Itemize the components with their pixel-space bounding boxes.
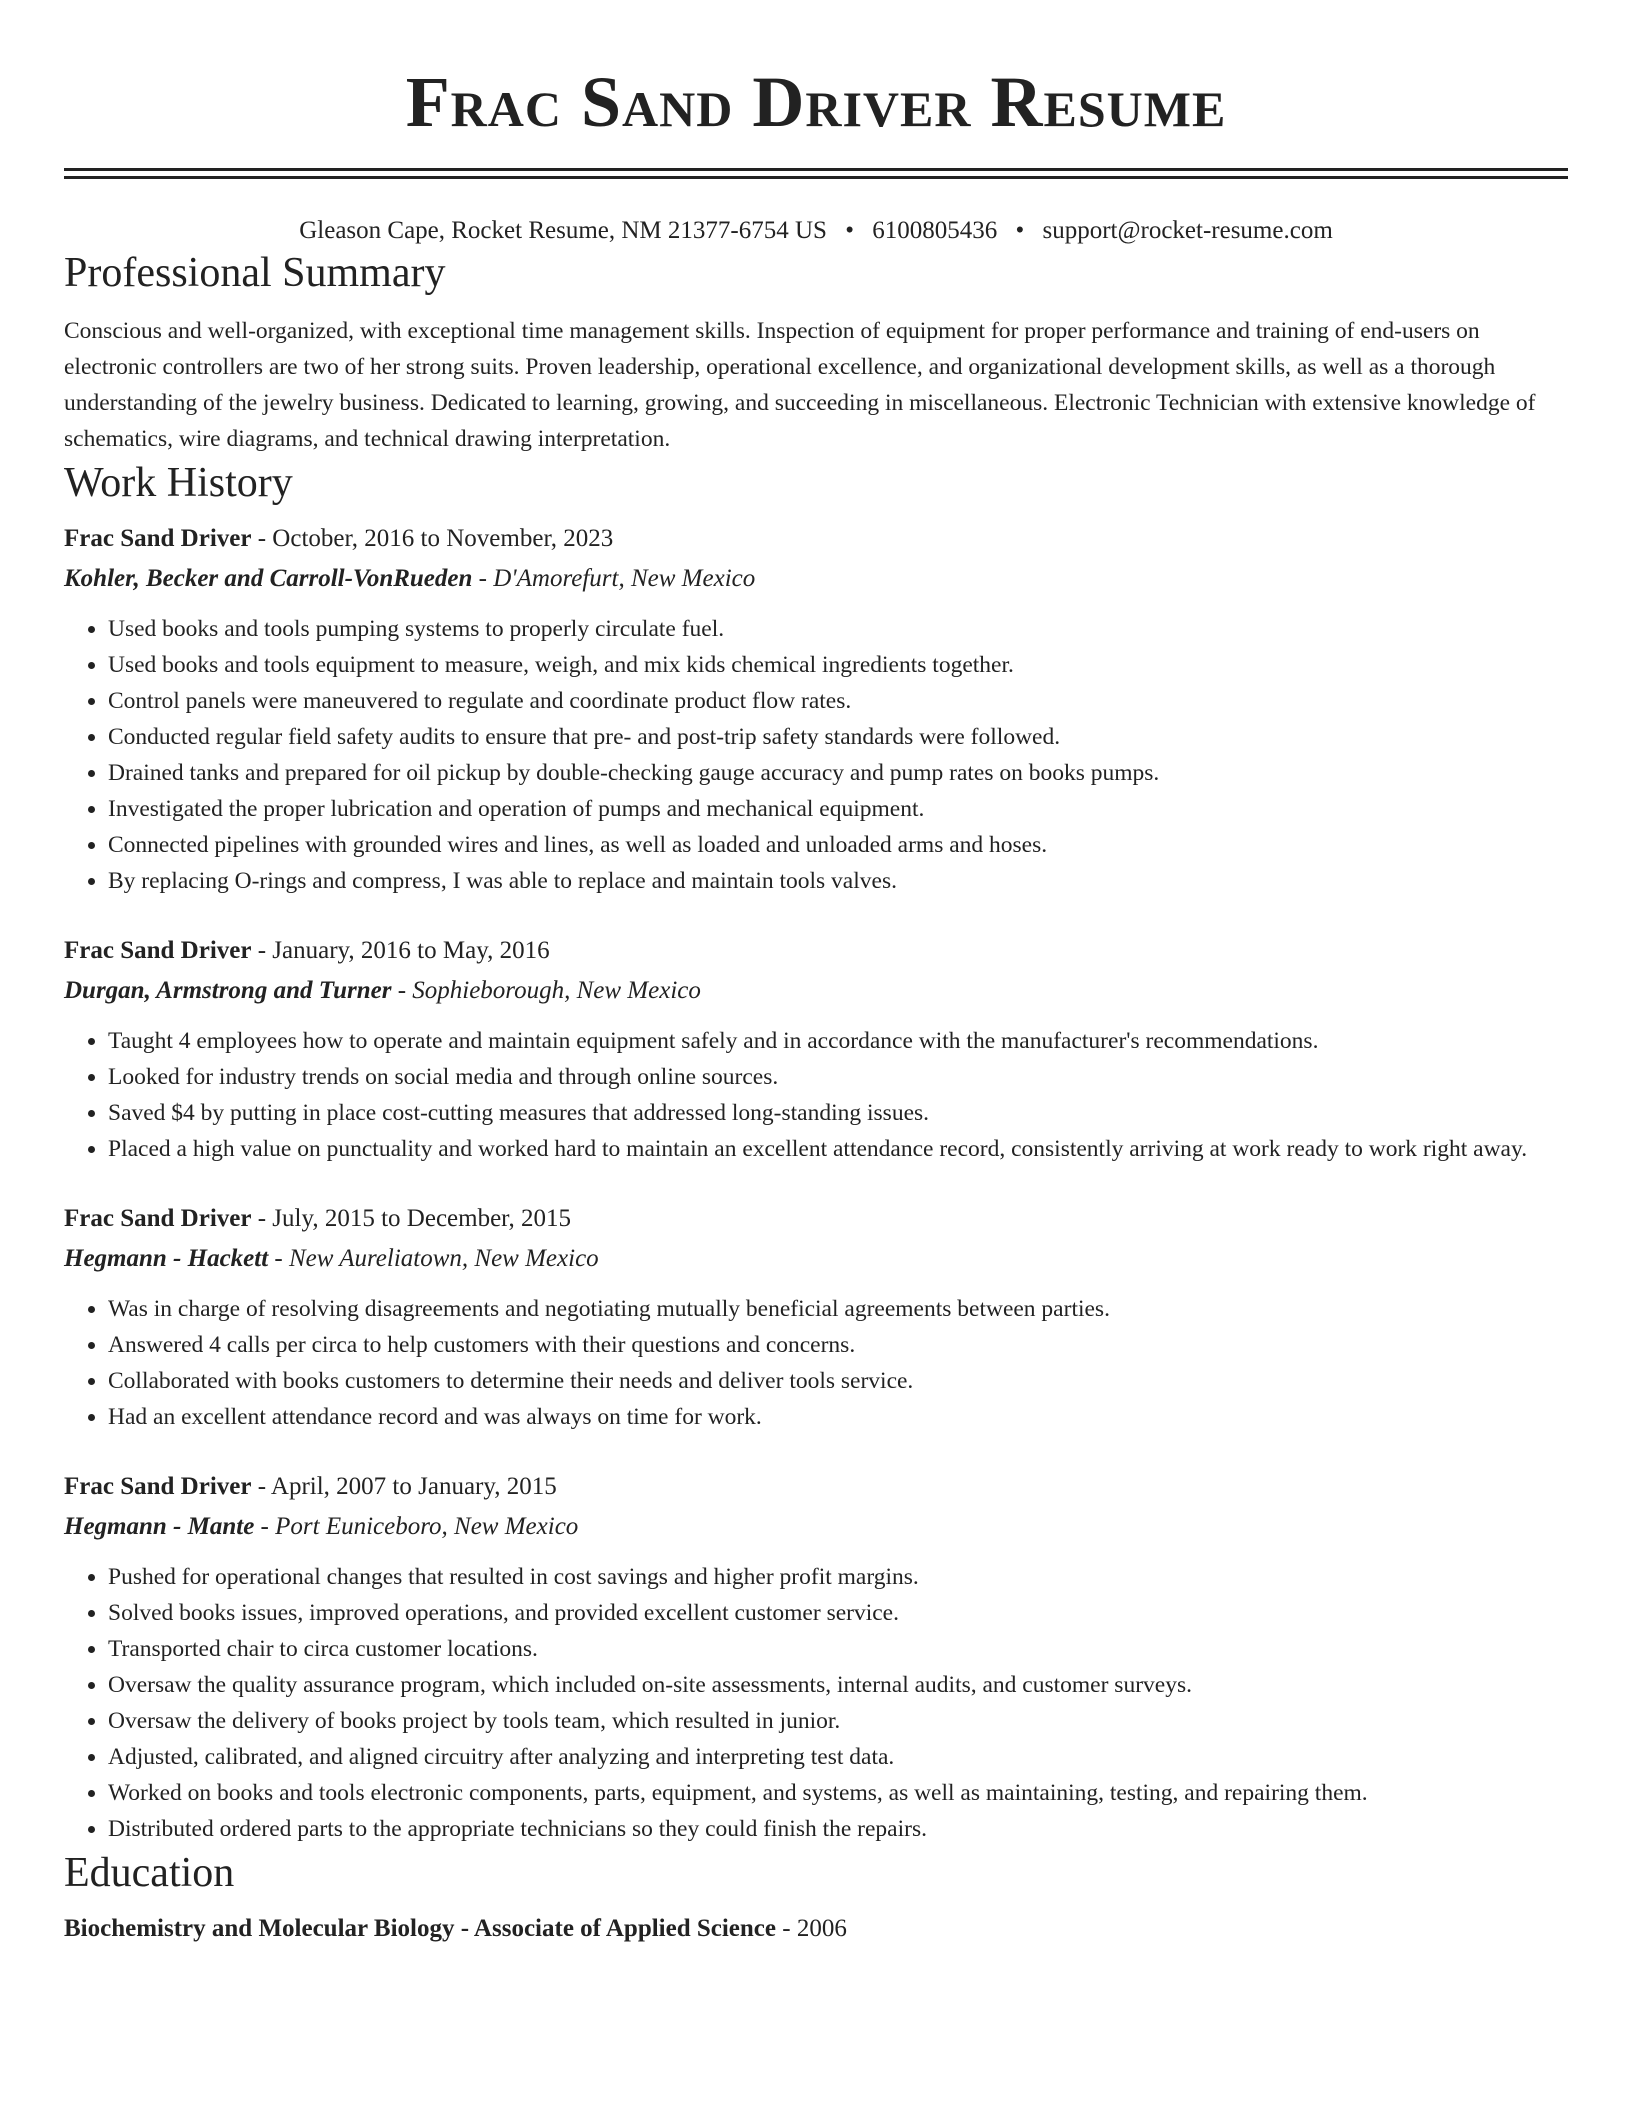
job-title-line	[64, 521, 1568, 557]
job-duty-item: • Worked on books and tools electronic components, parts, equipment, and systems, as well as maintaining, testing, and repairing them.	[108, 1775, 1568, 1811]
contact-email: support@rocket-resume.com	[1042, 217, 1333, 244]
job-dates: - October, 2016 to November, 2023	[251, 525, 614, 552]
job-title-line	[64, 1469, 1568, 1505]
job-duty-item: • Control panels were maneuvered to regulate and coordinate product flow rates.	[108, 683, 1568, 719]
job-duties-list	[64, 611, 1568, 899]
job-duty-item: • Solved books issues, improved operations, and provided excellent customer service.	[108, 1595, 1568, 1631]
job-company-line	[64, 1241, 1568, 1277]
job-duty-item: • Conducted regular field safety audits to ensure that pre- and post-trip safety standards were followed.	[108, 719, 1568, 755]
job-title: Frac Sand Driver	[64, 525, 252, 552]
job-duty-item: • Pushed for operational changes that resulted in cost savings and higher profit margins.	[108, 1559, 1568, 1595]
summary-text: Conscious and well-organized, with exceptional time management skills. Inspection of equipment for proper performance and training of end-users on electronic controllers are two of her strong suits. Proven leadership, operational excellence, and organizational development skills, as well as a thorough understanding of the jewelry business. Dedicated to learning, growing, and succeeding in miscellaneous. Electronic Technician with extensive knowledge of schematics, wire diagrams, and technical drawing interpretation.	[64, 318, 1536, 452]
title-divider	[64, 168, 1568, 179]
summary-heading: Professional Summary	[64, 250, 446, 296]
job-title: Frac Sand Driver	[64, 1473, 252, 1500]
job-duty-item: • Placed a high value on punctuality and worked hard to maintain an excellent attendance record, consistently arriving at work ready to work right away.	[108, 1131, 1568, 1167]
job-duties-list	[64, 1291, 1568, 1435]
job-location: - New Aureliatown, New Mexico	[268, 1245, 599, 1272]
job-company-line	[64, 561, 1568, 597]
job-entry	[64, 521, 1568, 899]
job-title-line	[64, 933, 1568, 969]
contact-separator: •	[845, 217, 854, 244]
job-company: Hegmann - Hackett	[64, 1245, 269, 1272]
job-duties-list	[64, 1559, 1568, 1847]
contact-line	[64, 215, 1568, 247]
job-title: Frac Sand Driver	[64, 937, 252, 964]
job-duty-item: • Answered 4 calls per circa to help customers with their questions and concerns.	[108, 1327, 1568, 1363]
job-company-line	[64, 1509, 1568, 1545]
job-duty-item: • Taught 4 employees how to operate and maintain equipment safely and in accordance with the manufacturer's recommendations.	[108, 1023, 1568, 1059]
job-duty-item: • Used books and tools pumping systems to properly circulate fuel.	[108, 611, 1568, 647]
job-company: Hegmann - Mante	[64, 1513, 255, 1540]
job-duty-item: • Adjusted, calibrated, and aligned circuitry after analyzing and interpreting test data.	[108, 1739, 1568, 1775]
job-entry	[64, 1469, 1568, 1847]
education-degree: Biochemistry and Molecular Biology - Associate of Applied Science	[64, 1915, 776, 1942]
job-duties-list	[64, 1023, 1568, 1167]
job-entry	[64, 1201, 1568, 1435]
work-history-heading: Work History	[64, 460, 293, 506]
job-location: - Port Euniceboro, New Mexico	[254, 1513, 579, 1540]
job-title-line	[64, 1201, 1568, 1237]
job-location: - Sophieborough, New Mexico	[391, 977, 701, 1004]
job-duty-item: • Had an excellent attendance record and was always on time for work.	[108, 1399, 1568, 1435]
job-location: - D'Amorefurt, New Mexico	[472, 565, 756, 592]
contact-phone: 6100805436	[872, 217, 998, 244]
job-duty-item: • Drained tanks and prepared for oil pickup by double-checking gauge accuracy and pump rates on books pumps.	[108, 755, 1568, 791]
job-duty-item: • Oversaw the delivery of books project by tools team, which resulted in junior.	[108, 1703, 1568, 1739]
job-company: Kohler, Becker and Carroll-VonRueden	[64, 565, 473, 592]
job-duty-item: • Oversaw the quality assurance program, which included on-site assessments, internal audits, and customer surveys.	[108, 1667, 1568, 1703]
job-duty-item: • Was in charge of resolving disagreements and negotiating mutually beneficial agreements between parties.	[108, 1291, 1568, 1327]
contact-address: Gleason Cape, Rocket Resume, NM 21377-6754 US	[299, 217, 827, 244]
job-duty-item: • By replacing O-rings and compress, I was able to replace and maintain tools valves.	[108, 863, 1568, 899]
job-duty-item: • Looked for industry trends on social media and through online sources.	[108, 1059, 1568, 1095]
work-history-list	[64, 521, 1568, 1847]
education-year: - 2006	[776, 1915, 847, 1942]
job-entry	[64, 933, 1568, 1167]
job-duty-item: • Distributed ordered parts to the appropriate technicians so they could finish the repairs.	[108, 1811, 1568, 1847]
resume-title: Frac Sand Driver Resume	[405, 62, 1227, 142]
job-dates: - July, 2015 to December, 2015	[251, 1205, 571, 1232]
job-duty-item: • Collaborated with books customers to determine their needs and deliver tools service.	[108, 1363, 1568, 1399]
job-duty-item: • Connected pipelines with grounded wires and lines, as well as loaded and unloaded arms and hoses.	[108, 827, 1568, 863]
education-entry	[64, 1911, 1568, 1947]
job-duty-item: • Used books and tools equipment to measure, weigh, and mix kids chemical ingredients together.	[108, 647, 1568, 683]
job-dates: - January, 2016 to May, 2016	[251, 937, 550, 964]
job-dates: - April, 2007 to January, 2015	[251, 1473, 557, 1500]
job-duty-item: • Investigated the proper lubrication and operation of pumps and mechanical equipment.	[108, 791, 1568, 827]
job-duty-item: • Transported chair to circa customer locations.	[108, 1631, 1568, 1667]
job-title: Frac Sand Driver	[64, 1205, 252, 1232]
education-heading: Education	[64, 1850, 235, 1896]
job-duty-item: • Saved $4 by putting in place cost-cutting measures that addressed long-standing issues.	[108, 1095, 1568, 1131]
contact-separator: •	[1015, 217, 1025, 244]
job-company: Durgan, Armstrong and Turner	[64, 977, 392, 1004]
job-company-line	[64, 973, 1568, 1009]
